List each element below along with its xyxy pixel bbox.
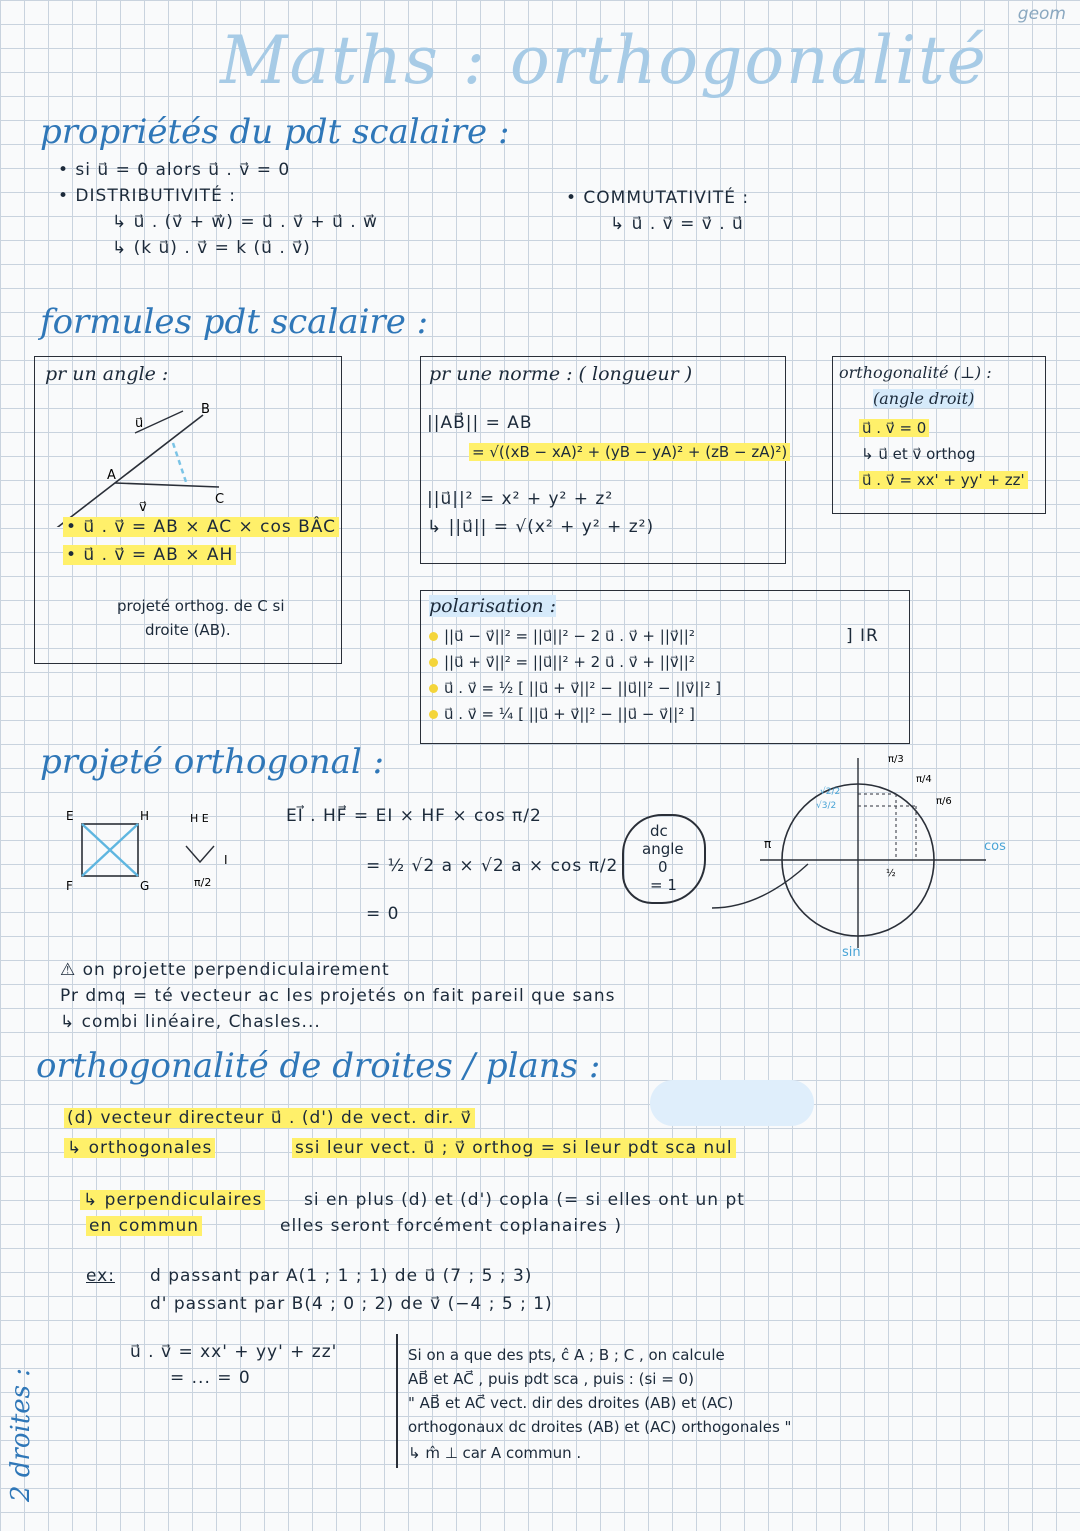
projete-eq-1: EI⃗ . HF⃗ = EI × HF × cos π/2 (286, 806, 542, 826)
point-a-label: A (107, 468, 116, 483)
ortho-formula-1: u⃗ . v⃗ = 0 (859, 419, 929, 437)
box-angle-title: pr un angle : (45, 363, 169, 385)
sin-label: sin (842, 945, 861, 960)
norme-formula-3: ||u⃗||² = x² + y² + z² (427, 489, 614, 509)
projete-note-2: Pr dmq = té vecteur ac les projetés on fait pareil que sans (60, 986, 616, 1006)
vector-v-label: v⃗ (139, 500, 147, 515)
polar-formula-4: u⃗ . v⃗ = ¼ [ ||u⃗ + v⃗||² − ||u⃗ − v⃗||² ] (429, 705, 695, 723)
polar-formula-1: ||u⃗ − v⃗||² = ||u⃗||² − 2 u⃗ . v⃗ + ||v⃗||² (429, 627, 695, 645)
droites-perp-2b: elles seront forcément coplanaires ) (280, 1216, 623, 1236)
section-heading-projete: projeté orthogonal : (40, 742, 385, 782)
point-b-label: B (201, 402, 210, 417)
divider (396, 1334, 398, 1468)
cos-label: cos (984, 839, 1006, 854)
sq-i-label: I (224, 853, 228, 867)
prop-comm-2: ↳ u⃗ . v⃗ = v⃗ . u⃗ (610, 214, 744, 234)
remark-line-5: ↳ m̂ ⊥ car A commun . (408, 1444, 582, 1462)
example-line-1: d passant par A(1 ; 1 ; 1) de u⃗ (7 ; 5 ; 3) (150, 1266, 533, 1286)
droites-line-1: (d) vecteur directeur u⃗ . (d') de vect. dir. v⃗ (64, 1108, 475, 1128)
box-ortho-title: orthogonalité (⊥) : (839, 363, 992, 382)
section-heading-props: propriétés du pdt scalaire : (40, 112, 510, 152)
droites-line-2a: ↳ orthogonales (64, 1138, 215, 1158)
box-polarisation (420, 590, 910, 744)
sqrt3-2-label: √3/2 (816, 801, 837, 811)
square-diagram (60, 806, 280, 906)
section-heading-ortho-droites: orthogonalité de droites / plans : (36, 1046, 601, 1086)
polar-formula-2: ||u⃗ + v⃗||² = ||u⃗||² + 2 u⃗ . v⃗ + ||v⃗||² (429, 653, 695, 671)
box-norme-title: pr une norme : ( longueur ) (429, 363, 693, 385)
angle-formula-2: • u⃗ . v⃗ = AB × AH (63, 545, 236, 565)
angle-diagram (35, 387, 341, 527)
section-heading-formules: formules pdt scalaire : (40, 302, 429, 342)
point-c-label: C (215, 492, 225, 507)
cloud-line-1: dc (650, 822, 668, 840)
example-label: ex: (86, 1266, 115, 1286)
ortho-formula-3: u⃗ . v⃗ = xx' + yy' + zz' (859, 471, 1028, 489)
norme-formula-1: ||AB⃗|| = AB (427, 413, 533, 433)
cloud-decoration (650, 1080, 814, 1126)
droites-line-2b: ssi leur vect. u⃗ ; v⃗ orthog = si leur pdt sca nul (292, 1138, 736, 1158)
margin-label: 2 droites : (6, 1367, 37, 1503)
box-norme (420, 356, 786, 564)
prop-line-4: ↳ (k u⃗) . v⃗ = k (u⃗ . v⃗) (112, 238, 311, 258)
droites-perp-1a: ↳ perpendiculaires (80, 1190, 265, 1210)
projete-note-1: ⚠ on projette perpendiculairement (60, 960, 390, 980)
projete-eq-2: = ½ √2 a × √2 a × cos π/2 (366, 856, 619, 876)
sq-pi2-label: π/2 (194, 876, 212, 889)
projete-eq-3: = 0 (366, 904, 400, 924)
angle-formula-1: • u⃗ . v⃗ = AB × AC × cos BÂC (63, 517, 339, 537)
norme-formula-4: ↳ ||u⃗|| = √(x² + y² + z²) (427, 517, 655, 537)
prop-line-3: ↳ u⃗ . (v⃗ + w⃗) = u⃗ . v⃗ + u⃗ . w⃗ (112, 212, 378, 232)
norme-formula-2: = √((xB − xA)² + (yB − yA)² + (zB − zA)²) (469, 443, 790, 461)
sq-he-label: H E (190, 812, 209, 825)
pi6-label: π/6 (936, 796, 952, 807)
sqrt2-2-label: √2/2 (820, 787, 841, 797)
box-angle (34, 356, 342, 664)
angle-note-1: projeté orthog. de C si (117, 597, 285, 615)
ortho-formula-2: ↳ u⃗ et v⃗ orthog (861, 445, 976, 463)
example-line-2: d' passant par B(4 ; 0 ; 2) de v⃗ (−4 ; 5 ; 1) (150, 1294, 553, 1314)
box-polar-title: polarisation : (429, 595, 557, 617)
sq-e-label: E (66, 809, 74, 823)
remark-line-2: AB⃗ et AC⃗ , puis pdt sca , puis : (si = 0) (408, 1370, 694, 1388)
vector-u-label: u⃗ (135, 416, 144, 431)
remark-line-3: " AB⃗ et AC⃗ vect. dir des droites (AB) et (AC) (408, 1394, 734, 1412)
prop-line-2: • DISTRIBUTIVITÉ : (58, 186, 236, 206)
cloud-line-3: 0 (658, 858, 668, 876)
box-ortho-sub: (angle droit) (873, 389, 975, 408)
subject-tag: geom (1017, 4, 1066, 24)
page-title: Maths : orthogonalité (220, 22, 988, 99)
trig-circle (690, 748, 1040, 962)
calc-line-2: = ... = 0 (170, 1368, 251, 1388)
pi3-label: π/3 (888, 754, 904, 765)
sq-f-label: F (66, 879, 73, 893)
line-ab (45, 415, 203, 527)
box-orthogonalite (832, 356, 1046, 514)
droites-perp-1b: si en plus (d) et (d') copla (= si elles ont un pt (304, 1190, 745, 1210)
droites-perp-2a: en commun (86, 1216, 202, 1236)
sq-h-label: H (140, 809, 150, 823)
angle-note-2: droite (AB). (145, 621, 231, 639)
prop-comm: • COMMUTATIVITÉ : (566, 188, 750, 208)
calc-line-1: u⃗ . v⃗ = xx' + yy' + zz' (130, 1342, 338, 1362)
projection-line (173, 443, 187, 485)
cloud-line-4: = 1 (650, 876, 677, 894)
polar-formula-3: u⃗ . v⃗ = ½ [ ||u⃗ + v⃗||² − ||u⃗||² − ||v⃗||² ] (429, 679, 721, 697)
line-ac (115, 483, 219, 487)
remark-line-4: orthogonaux dc droites (AB) et (AC) orthogonales " (408, 1418, 792, 1436)
prop-line-1: • si u⃗ = 0 alors u⃗ . v⃗ = 0 (58, 160, 291, 180)
remark-line-1: Si on a que des pts, ĉ A ; B ; C , on calcule (408, 1346, 725, 1364)
projete-note-3: ↳ combi linéaire, Chasles... (60, 1012, 321, 1032)
cloud-line-2: angle (642, 840, 684, 858)
pi4-label: π/4 (916, 774, 932, 785)
polar-side-note: ] IR (846, 626, 879, 646)
half-label: ½ (886, 868, 896, 879)
pi-label: π (764, 837, 772, 851)
sq-g-label: G (140, 879, 150, 893)
